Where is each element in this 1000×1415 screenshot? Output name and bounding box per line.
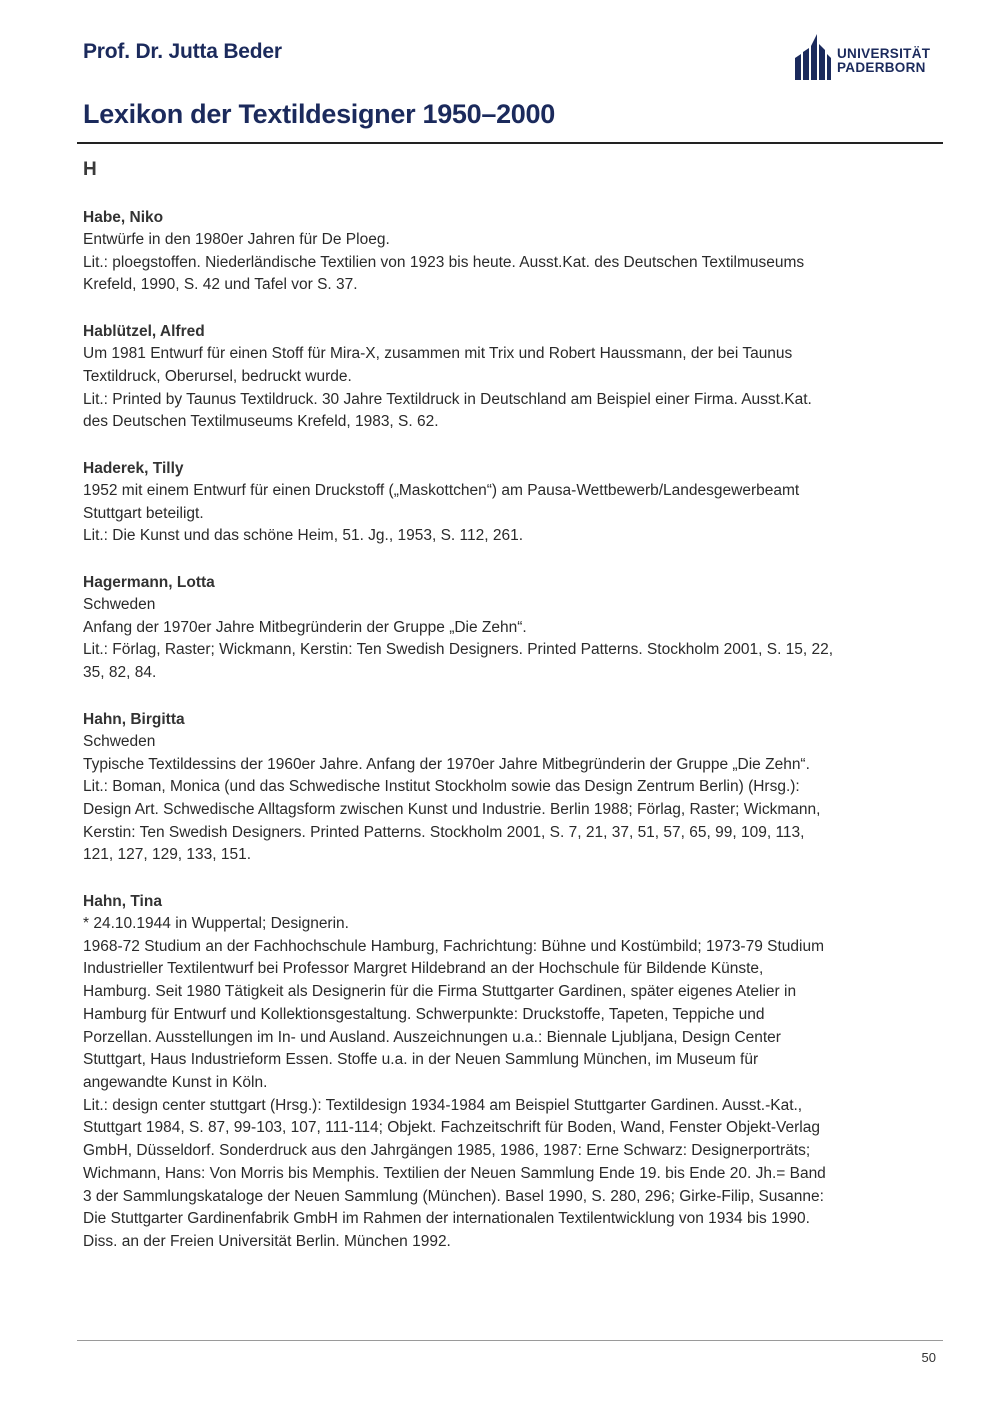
entry-line: 35, 82, 84. (83, 664, 157, 682)
entry-name: Habe, Niko (83, 209, 164, 226)
lexicon-entry (83, 571, 903, 685)
entry-line: Wichmann, Hans: Von Morris bis Memphis. Textilien der Neuen Sammlung Ende 19. bis Ende 20. Jh.= Band (83, 1164, 826, 1182)
footer-divider (77, 1340, 943, 1341)
lexicon-entry (83, 708, 903, 867)
entry-line: Lit.: design center stuttgart (Hrsg.): Textildesign 1934-1984 am Beispiel Stuttgarter Gardinen. Ausst.-Kat., (83, 1096, 803, 1114)
entry-line: Stuttgart, Haus Industrieform Essen. Stoffe u.a. in der Neuen Sammlung München, im Museum für (83, 1051, 759, 1069)
entry-line: Um 1981 Entwurf für einen Stoff für Mira-X, zusammen mit Trix und Robert Haussmann, der bei Taunus (83, 345, 793, 363)
entry-line: Stuttgart beteiligt. (83, 504, 204, 522)
lexicon-entries (83, 206, 903, 1277)
entry-line: * 24.10.1944 in Wuppertal; Designerin. (83, 915, 349, 933)
entry-line: des Deutschen Textilmuseums Krefeld, 1983, S. 62. (83, 413, 439, 431)
entry-line: Schweden (83, 732, 156, 750)
entry-name: Hahn, Tina (83, 893, 162, 911)
entry-line: Hamburg. Seit 1980 Tätigkeit als Designerin für die Firma Stuttgarter Gardinen, später eigenes Atelier in (83, 983, 797, 1001)
logo-line-2: PADERBORN (837, 60, 926, 75)
logo-line-1: UNIVERSITÄT (837, 46, 931, 61)
lexicon-entry (83, 320, 903, 434)
entry-name: Haderek, Tilly (83, 459, 184, 477)
university-logo-text (837, 47, 930, 75)
entry-line: Diss. an der Freien Universität Berlin. München 1992. (83, 1232, 451, 1250)
entry-line: Typische Textildessins der 1960er Jahre. Anfang der 1970er Jahre Mitbegründerin der Gruppe „Die Zehn“. (83, 755, 810, 773)
page-number: 50 (921, 1350, 936, 1365)
entry-line: 1968-72 Studium an der Fachhochschule Hamburg, Fachrichtung: Bühne und Kostümbild; 1973-79 Studium (83, 937, 825, 955)
entry-line: Entwürfe in den 1980er Jahren für De Ploeg. (83, 231, 390, 248)
entry-line: Hamburg für Entwurf und Kollektionsgestaltung. Schwerpunkte: Druckstoffe, Tapeten, Teppiche und (83, 1005, 765, 1023)
entry-line: GmbH, Düsseldorf. Sonderdruck aus den Jahrgängen 1985, 1986, 1987: Erne Schwarz: Designerporträts; (83, 1142, 811, 1160)
entry-line: Lit.: Die Kunst und das schöne Heim, 51. Jg., 1953, S. 112, 261. (83, 527, 524, 545)
entry-line: angewandte Kunst in Köln. (83, 1073, 268, 1091)
author-name: Prof. Dr. Jutta Beder (83, 40, 282, 63)
entry-line: Lit.: Boman, Monica (und das Schwedische Institut Stockholm sowie das Design Zentrum Berlin) (Hrsg.): (83, 778, 800, 796)
entry-line: Lit.: Förlag, Raster; Wickmann, Kerstin: Ten Swedish Designers. Printed Patterns. Stockholm 2001, S. 15, 22, (83, 641, 834, 659)
entry-line: Textildruck, Oberursel, bedruckt wurde. (83, 367, 352, 385)
entry-name: Hagermann, Lotta (83, 574, 215, 592)
entry-line: Krefeld, 1990, S. 42 und Tafel vor S. 37. (83, 276, 358, 294)
entry-line: Porzellan. Ausstellungen im In- und Ausland. Auszeichnungen u.a.: Biennale Ljubljana, Design Center (83, 1028, 781, 1046)
entry-line: Lit.: Printed by Taunus Textildruck. 30 Jahre Textildruck in Deutschland am Beispiel einer Firma. Ausst.Kat. (83, 390, 812, 408)
entry-line: Schweden (83, 596, 156, 614)
entry-line: Industrieller Textilentwurf bei Professor Margret Hildebrand an der Hochschule für Bildende Künste, (83, 960, 764, 978)
entry-line: 1952 mit einem Entwurf für einen Druckstoff („Maskottchen“) am Pausa-Wettbewerb/Landesgewerbeamt (83, 481, 800, 499)
entry-line: Lit.: ploegstoffen. Niederländische Textilien von 1923 bis heute. Ausst.Kat. des Deutschen Textilmuseums (83, 253, 805, 271)
page-title: Lexikon der Textildesigner 1950–2000 (83, 99, 555, 129)
entry-line: 121, 127, 129, 133, 151. (83, 846, 252, 864)
entry-name: Hahn, Birgitta (83, 710, 185, 728)
lexicon-entry (83, 206, 903, 297)
entry-line: Kerstin: Ten Swedish Designers. Printed Patterns. Stockholm 2001, S. 7, 21, 37, 51, 57, 65, 99, 109, 113, (83, 823, 805, 841)
university-logo[interactable] (793, 32, 943, 82)
title-divider (77, 142, 943, 144)
entry-line: Die Stuttgarter Gardinenfabrik GmbH im Rahmen der internationalen Textilentwicklung von 1934 bis 1990. (83, 1210, 810, 1228)
lexicon-entry (83, 890, 903, 1254)
entry-line: 3 der Sammlungskataloge der Neuen Sammlung (München). Basel 1990, S. 280, 296; Girke-Filip, Susanne: (83, 1187, 824, 1205)
entry-line: Design Art. Schwedische Alltagsform zwischen Kunst und Industrie. Berlin 1988; Förlag, Raster; Wickmann, (83, 800, 821, 818)
entry-line: Anfang der 1970er Jahre Mitbegründerin der Gruppe „Die Zehn“. (83, 618, 527, 636)
entry-name: Hablützel, Alfred (83, 323, 205, 341)
lexicon-entry (83, 457, 903, 548)
section-letter: H (83, 159, 97, 180)
university-logo-icon (793, 32, 833, 82)
entry-line: Stuttgart 1984, S. 87, 99-103, 107, 111-114; Objekt. Fachzeitschrift für Boden, Wand, Fenster Objekt-Verlag (83, 1119, 820, 1137)
